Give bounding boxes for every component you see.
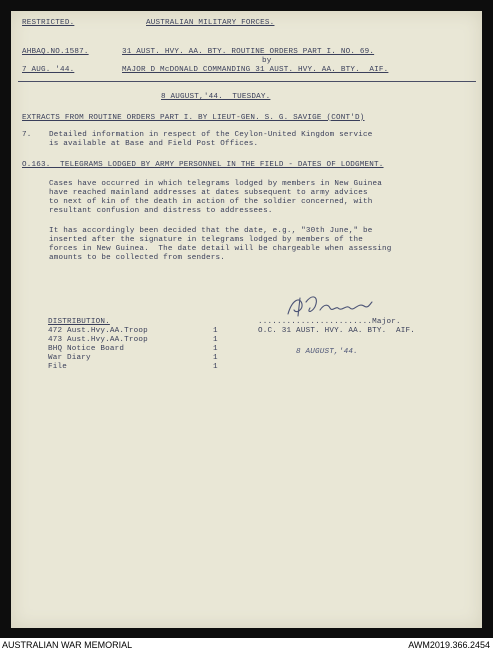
footer-accession-number: AWM2019.366.2454	[408, 640, 490, 650]
handwritten-date: 8 AUGUST,'44.	[296, 348, 358, 356]
distribution-qty-1: 1	[213, 327, 218, 335]
para-2-line-1: It has accordingly been decided that the date, e.g., "30th June," be	[49, 227, 373, 235]
commanding-officer-line: MAJOR D McDONALD COMMANDING 31 AUST. HVY. AA. BTY. AIF.	[122, 66, 389, 74]
distribution-qty-5: 1	[213, 363, 218, 371]
distribution-row-2: 473 Aust.Hvy.AA.Troop	[48, 336, 148, 344]
para-2-line-2: inserted after the signature in telegrams lodged by members of the	[49, 236, 363, 244]
header-rule	[18, 81, 476, 82]
distribution-row-1: 472 Aust.Hvy.AA.Troop	[48, 327, 148, 335]
para-2-line-4: amounts to be collected from senders.	[49, 254, 226, 262]
distribution-row-3: BHQ Notice Board	[48, 345, 125, 353]
date-heading: 8 AUGUST,'44. TUESDAY.	[161, 93, 271, 101]
item-163-heading: O.163. TELEGRAMS LODGED BY ARMY PERSONNEL IN THE FIELD - DATES OF LODGMENT.	[22, 161, 384, 169]
oc-line: O.C. 31 AUST. HVY. AA. BTY. AIF.	[258, 327, 415, 335]
item-7-line-1: Detailed information in respect of the Ceylon-United Kingdom service	[49, 131, 373, 139]
by-text: by	[262, 57, 272, 65]
unit-orders-line: 31 AUST. HVY. AA. BTY. ROUTINE ORDERS PART I. NO. 69.	[122, 48, 375, 56]
extracts-heading: EXTRACTS FROM ROUTINE ORDERS PART I. BY LIEUT-GEN. S. G. SAVIGE (CONT'D)	[22, 114, 365, 122]
para-1-line-4: resultant confusion and distress to addressees.	[49, 207, 273, 215]
para-1-line-1: Cases have occurred in which telegrams lodged by members in New Guinea	[49, 180, 382, 188]
footer-institution: AUSTRALIAN WAR MEMORIAL	[2, 640, 133, 650]
distribution-row-5: File	[48, 363, 68, 371]
para-1-line-3: to next of kin of the death in action of the soldier concerned, with	[49, 198, 373, 206]
order-number: AHBAQ.NO.1587.	[22, 48, 89, 56]
para-1-line-2: have reached mainland addresses at dates subsequent to army advices	[49, 189, 368, 197]
signature-dots-major: ........................Major.	[258, 318, 401, 326]
distribution-qty-2: 1	[213, 336, 218, 344]
distribution-row-4: War Diary	[48, 354, 91, 362]
para-2-line-3: forces in New Guinea. The date detail will be chargeable when assessing	[49, 245, 392, 253]
restricted-label: RESTRICTED.	[22, 19, 75, 27]
item-7-line-2: is available at Base and Field Post Offices.	[49, 140, 259, 148]
distribution-qty-3: 1	[213, 345, 218, 353]
distribution-qty-4: 1	[213, 354, 218, 362]
item-7-number: 7.	[22, 131, 32, 139]
forces-title: AUSTRALIAN MILITARY FORCES.	[146, 19, 275, 27]
distribution-heading: DISTRIBUTION.	[48, 318, 110, 326]
order-date: 7 AUG. '44.	[22, 66, 75, 74]
